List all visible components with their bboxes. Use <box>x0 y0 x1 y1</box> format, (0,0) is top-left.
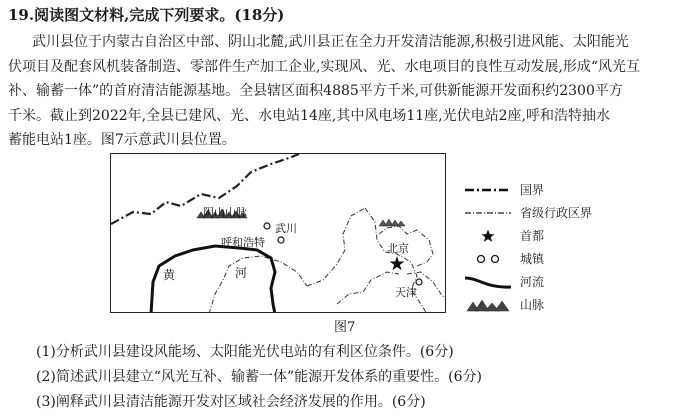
material-passage <box>8 30 684 153</box>
passage-line-4: 千米。截止到2022年,全县已建风、光、水电站14座,其中风电场11座,光伏电站2座,呼和浩特抽水 <box>8 107 610 124</box>
map-legend <box>462 178 622 316</box>
label-he: 河 <box>235 266 248 280</box>
question-title: 19.阅读图文材料,完成下列要求。(18分) <box>8 6 285 24</box>
legend-label: 城镇 <box>520 252 545 266</box>
star-icon <box>462 226 514 246</box>
legend-label: 首都 <box>520 229 545 243</box>
sub-question-2: (2)简述武川县建立“风光互补、输蓄一体”能源开发体系的重要性。(6分) <box>36 369 482 385</box>
passage-line-2: 伏项目及配套风机装备制造、零部件生产加工企业,实现风、光、水电项目的良性互动发展,形成“风光互 <box>8 58 641 75</box>
legend-item-river <box>462 270 622 293</box>
provincial-border-2 <box>307 208 365 286</box>
passage-line-1: 武川县位于内蒙古自治区中部、阴山北麓,武川县正在全力开发清洁能源,积极引进风能、太阳能光 <box>32 34 629 50</box>
label-yinshan: 阴山山脉 <box>203 206 247 219</box>
legend-item-mountain <box>462 293 622 316</box>
legend-item-town <box>462 247 622 270</box>
wuchuan-town-symbol <box>264 223 270 229</box>
legend-label: 国界 <box>520 183 545 197</box>
mountain-icon <box>462 295 514 315</box>
figure-caption: 图7 <box>334 320 356 335</box>
label-tianjin: 天津 <box>395 286 417 299</box>
legend-item-provincial-border <box>462 201 622 224</box>
town-circle-icon <box>462 249 514 269</box>
legend-label: 山脉 <box>520 298 545 312</box>
provincial-border-icon <box>462 203 514 223</box>
legend-item-capital <box>462 224 622 247</box>
label-hohhot: 呼和浩特 <box>221 236 265 249</box>
legend-label: 省级行政区界 <box>520 206 593 220</box>
passage-line-3: 补、输蓄一体”的首府清洁能源基地。全县辖区面积4885平方千米,可供新能源开发面积约2300平方 <box>8 83 623 99</box>
label-huang: 黄 <box>163 268 176 282</box>
sub-question-1: (1)分析武川县建设风能场、太阳能光伏电站的有利区位条件。(6分) <box>36 344 454 360</box>
river-icon <box>462 272 514 292</box>
label-wuchuan: 武川 <box>275 222 297 235</box>
provincial-border-4 <box>337 272 399 304</box>
legend-label: 河流 <box>520 275 545 289</box>
location-map <box>110 153 446 313</box>
label-beijing: 北京 <box>387 242 409 255</box>
national-border-icon <box>462 180 514 200</box>
provincial-border-1 <box>209 256 307 313</box>
yanshan-mountains <box>379 219 405 226</box>
sub-question-3: (3)阐释武川县清洁能源开发对区域社会经济发展的作用。(6分) <box>36 394 426 410</box>
beijing-capital-star <box>390 256 405 270</box>
legend-item-national-border <box>462 178 622 201</box>
passage-line-5: 蓄能电站1座。图7示意武川县位置。 <box>8 132 236 148</box>
hohhot-town-symbol <box>278 237 284 243</box>
